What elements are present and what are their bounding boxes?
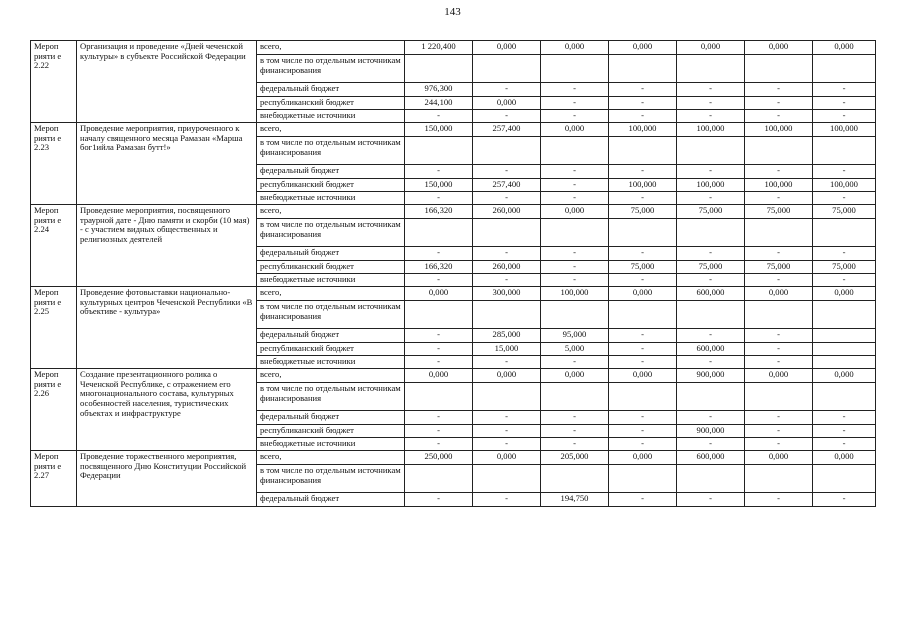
amount-cell: 75,000 <box>813 205 876 219</box>
amount-cell <box>609 219 677 247</box>
amount-cell: - <box>677 274 745 287</box>
amount-cell: - <box>609 438 677 451</box>
amount-cell: 0,000 <box>473 451 541 465</box>
amount-cell: - <box>541 179 609 192</box>
amount-cell <box>745 301 813 329</box>
amount-cell: 166,320 <box>405 205 473 219</box>
funding-source: федеральный бюджет <box>257 329 405 343</box>
amount-cell: - <box>745 493 813 507</box>
amount-cell: 0,000 <box>813 287 876 301</box>
amount-cell: 75,000 <box>677 205 745 219</box>
amount-cell: - <box>609 97 677 110</box>
amount-cell <box>609 383 677 411</box>
amount-cell: - <box>813 165 876 179</box>
amount-cell: 0,000 <box>609 41 677 55</box>
amount-cell: - <box>609 165 677 179</box>
funding-source: республиканский бюджет <box>257 179 405 192</box>
funding-source: республиканский бюджет <box>257 261 405 274</box>
funding-source: в том числе по отдельным источникам финансирования <box>257 465 405 493</box>
amount-cell: 0,000 <box>677 41 745 55</box>
funding-source: федеральный бюджет <box>257 165 405 179</box>
amount-cell: - <box>745 329 813 343</box>
funding-source: федеральный бюджет <box>257 247 405 261</box>
amount-cell: - <box>541 165 609 179</box>
amount-cell: 150,000 <box>405 179 473 192</box>
amount-cell <box>677 55 745 83</box>
amount-cell: 900,000 <box>677 425 745 438</box>
amount-cell: - <box>677 192 745 205</box>
event-name: Проведение торжественного мероприятия, посвященного Дню Конституции Российской Федерации <box>77 451 257 507</box>
event-code: Мероп рияти е 2.27 <box>31 451 77 507</box>
amount-cell: - <box>609 192 677 205</box>
amount-cell <box>677 219 745 247</box>
amount-cell: 0,000 <box>541 123 609 137</box>
funding-source: в том числе по отдельным источникам финансирования <box>257 55 405 83</box>
amount-cell: 1 220,400 <box>405 41 473 55</box>
amount-cell: - <box>405 356 473 369</box>
amount-cell: - <box>745 343 813 356</box>
amount-cell <box>609 465 677 493</box>
amount-cell: - <box>745 438 813 451</box>
amount-cell: - <box>405 425 473 438</box>
event-name: Проведение фотовыставки национально-культурных центров Чеченской Республики «В объективе - культура» <box>77 287 257 369</box>
amount-cell <box>745 383 813 411</box>
amount-cell <box>813 465 876 493</box>
funding-source: внебюджетные источники <box>257 110 405 123</box>
amount-cell: - <box>677 165 745 179</box>
amount-cell: - <box>405 329 473 343</box>
amount-cell: 0,000 <box>541 205 609 219</box>
event-code: Мероп рияти е 2.25 <box>31 287 77 369</box>
amount-cell: - <box>677 493 745 507</box>
amount-cell: 244,100 <box>405 97 473 110</box>
funding-source: всего, <box>257 205 405 219</box>
amount-cell: 600,000 <box>677 343 745 356</box>
amount-cell: 75,000 <box>813 261 876 274</box>
amount-cell: 257,400 <box>473 123 541 137</box>
amount-cell <box>813 219 876 247</box>
amount-cell: - <box>745 165 813 179</box>
amount-cell: - <box>813 192 876 205</box>
amount-cell: - <box>745 192 813 205</box>
amount-cell: - <box>405 411 473 425</box>
amount-cell: 0,000 <box>609 287 677 301</box>
funding-source: республиканский бюджет <box>257 425 405 438</box>
amount-cell <box>677 465 745 493</box>
funding-source: всего, <box>257 41 405 55</box>
amount-cell: 75,000 <box>745 261 813 274</box>
amount-cell <box>541 55 609 83</box>
amount-cell <box>473 383 541 411</box>
funding-source: федеральный бюджет <box>257 493 405 507</box>
amount-cell <box>745 219 813 247</box>
amount-cell: - <box>473 411 541 425</box>
amount-cell <box>745 55 813 83</box>
amount-cell <box>405 219 473 247</box>
funding-source: всего, <box>257 123 405 137</box>
amount-cell: 150,000 <box>405 123 473 137</box>
amount-cell <box>405 465 473 493</box>
amount-cell: 0,000 <box>609 451 677 465</box>
amount-cell <box>405 383 473 411</box>
amount-cell: - <box>745 274 813 287</box>
amount-cell: - <box>813 425 876 438</box>
event-name: Организация и проведение «Дней чеченской культуры» в субъекте Российской Федерации <box>77 41 257 123</box>
amount-cell: 100,000 <box>813 123 876 137</box>
amount-cell: - <box>473 165 541 179</box>
amount-cell <box>745 465 813 493</box>
amount-cell: 100,000 <box>813 179 876 192</box>
amount-cell: 300,000 <box>473 287 541 301</box>
amount-cell: - <box>541 247 609 261</box>
amount-cell: - <box>541 356 609 369</box>
amount-cell: - <box>405 165 473 179</box>
amount-cell: 75,000 <box>609 261 677 274</box>
funding-source: в том числе по отдельным источникам финансирования <box>257 219 405 247</box>
amount-cell <box>609 301 677 329</box>
amount-cell: 0,000 <box>473 41 541 55</box>
amount-cell: - <box>473 247 541 261</box>
amount-cell: 75,000 <box>745 205 813 219</box>
table-row <box>31 287 876 301</box>
amount-cell <box>541 137 609 165</box>
amount-cell: - <box>405 438 473 451</box>
amount-cell: 0,000 <box>405 287 473 301</box>
amount-cell: 0,000 <box>541 41 609 55</box>
amount-cell: 166,320 <box>405 261 473 274</box>
amount-cell: - <box>405 493 473 507</box>
funding-source: федеральный бюджет <box>257 83 405 97</box>
amount-cell: - <box>813 274 876 287</box>
funding-source: в том числе по отдельным источникам финансирования <box>257 301 405 329</box>
amount-cell: 0,000 <box>405 369 473 383</box>
funding-source: всего, <box>257 287 405 301</box>
amount-cell: - <box>745 97 813 110</box>
amount-cell <box>541 465 609 493</box>
amount-cell: - <box>745 356 813 369</box>
amount-cell: 194,750 <box>541 493 609 507</box>
amount-cell <box>541 301 609 329</box>
amount-cell: - <box>541 438 609 451</box>
amount-cell <box>813 55 876 83</box>
amount-cell: 0,000 <box>473 97 541 110</box>
amount-cell <box>541 383 609 411</box>
amount-cell: 0,000 <box>745 451 813 465</box>
amount-cell: - <box>745 411 813 425</box>
amount-cell: - <box>473 110 541 123</box>
amount-cell: 100,000 <box>745 179 813 192</box>
table-row <box>31 41 876 55</box>
amount-cell: - <box>677 329 745 343</box>
amount-cell: - <box>813 83 876 97</box>
amount-cell: - <box>405 343 473 356</box>
amount-cell: 0,000 <box>745 41 813 55</box>
amount-cell: - <box>813 110 876 123</box>
amount-cell: - <box>473 274 541 287</box>
table-row <box>31 205 876 219</box>
funding-source: внебюджетные источники <box>257 192 405 205</box>
amount-cell <box>405 55 473 83</box>
amount-cell: 75,000 <box>609 205 677 219</box>
amount-cell <box>813 356 876 369</box>
amount-cell: - <box>473 425 541 438</box>
amount-cell: 600,000 <box>677 451 745 465</box>
amount-cell: - <box>609 110 677 123</box>
funding-source: федеральный бюджет <box>257 411 405 425</box>
amount-cell: 100,000 <box>609 123 677 137</box>
amount-cell: - <box>541 192 609 205</box>
funding-source: внебюджетные источники <box>257 438 405 451</box>
budget-table <box>30 40 876 507</box>
amount-cell: - <box>813 247 876 261</box>
amount-cell: 15,000 <box>473 343 541 356</box>
amount-cell: 0,000 <box>813 41 876 55</box>
amount-cell <box>677 301 745 329</box>
page-number: 143 <box>444 6 461 18</box>
amount-cell: - <box>609 356 677 369</box>
amount-cell <box>473 55 541 83</box>
amount-cell <box>473 301 541 329</box>
amount-cell <box>473 219 541 247</box>
amount-cell: 100,000 <box>745 123 813 137</box>
amount-cell: 75,000 <box>677 261 745 274</box>
funding-source: в том числе по отдельным источникам финансирования <box>257 383 405 411</box>
funding-source: всего, <box>257 369 405 383</box>
event-code: Мероп рияти е 2.22 <box>31 41 77 123</box>
amount-cell <box>813 329 876 343</box>
amount-cell: - <box>541 97 609 110</box>
funding-source: республиканский бюджет <box>257 343 405 356</box>
amount-cell: - <box>473 192 541 205</box>
amount-cell: - <box>745 425 813 438</box>
amount-cell: - <box>745 110 813 123</box>
amount-cell: - <box>609 274 677 287</box>
amount-cell: 260,000 <box>473 261 541 274</box>
amount-cell <box>541 219 609 247</box>
amount-cell: - <box>473 493 541 507</box>
amount-cell: - <box>677 438 745 451</box>
amount-cell: - <box>609 493 677 507</box>
funding-source: всего, <box>257 451 405 465</box>
amount-cell: - <box>677 83 745 97</box>
amount-cell: 257,400 <box>473 179 541 192</box>
amount-cell: 0,000 <box>609 369 677 383</box>
amount-cell: - <box>541 110 609 123</box>
amount-cell: 5,000 <box>541 343 609 356</box>
amount-cell: 0,000 <box>813 451 876 465</box>
amount-cell: - <box>745 247 813 261</box>
amount-cell: 0,000 <box>813 369 876 383</box>
amount-cell: - <box>541 425 609 438</box>
funding-source: в том числе по отдельным источникам финансирования <box>257 137 405 165</box>
amount-cell: - <box>609 83 677 97</box>
amount-cell: - <box>609 343 677 356</box>
amount-cell <box>473 137 541 165</box>
funding-source: внебюджетные источники <box>257 274 405 287</box>
event-code: Мероп рияти е 2.23 <box>31 123 77 205</box>
event-name: Проведение мероприятия, посвященного траурной дате - Дню памяти и скорби (10 мая) - с участием видных общественных и религиозных деятелей <box>77 205 257 287</box>
amount-cell: - <box>677 110 745 123</box>
amount-cell <box>405 137 473 165</box>
amount-cell: - <box>541 83 609 97</box>
amount-cell: 100,000 <box>677 179 745 192</box>
amount-cell: - <box>405 192 473 205</box>
amount-cell: - <box>745 83 813 97</box>
amount-cell: 0,000 <box>541 369 609 383</box>
amount-cell <box>813 137 876 165</box>
amount-cell: 900,000 <box>677 369 745 383</box>
amount-cell: - <box>473 356 541 369</box>
event-name: Создание презентационного ролика о Чеченской Республике, с отражением его многонационального состава, культурных особенностей населения, туристических объектах и инфраструктуре <box>77 369 257 451</box>
table-row <box>31 123 876 137</box>
amount-cell: - <box>541 261 609 274</box>
amount-cell: 0,000 <box>473 369 541 383</box>
amount-cell: - <box>609 329 677 343</box>
amount-cell <box>813 301 876 329</box>
amount-cell: 250,000 <box>405 451 473 465</box>
amount-cell: - <box>609 411 677 425</box>
amount-cell <box>609 137 677 165</box>
amount-cell: - <box>473 438 541 451</box>
amount-cell: - <box>405 247 473 261</box>
amount-cell: - <box>473 83 541 97</box>
amount-cell <box>745 137 813 165</box>
amount-cell: - <box>677 97 745 110</box>
amount-cell <box>677 137 745 165</box>
amount-cell <box>473 465 541 493</box>
amount-cell: - <box>677 356 745 369</box>
amount-cell: 205,000 <box>541 451 609 465</box>
event-code: Мероп рияти е 2.26 <box>31 369 77 451</box>
amount-cell: - <box>813 411 876 425</box>
funding-source: республиканский бюджет <box>257 97 405 110</box>
amount-cell: - <box>405 110 473 123</box>
amount-cell: - <box>813 493 876 507</box>
amount-cell: 260,000 <box>473 205 541 219</box>
table-row <box>31 369 876 383</box>
amount-cell: - <box>609 425 677 438</box>
amount-cell: 0,000 <box>745 287 813 301</box>
amount-cell: 600,000 <box>677 287 745 301</box>
amount-cell: - <box>405 274 473 287</box>
amount-cell: 0,000 <box>745 369 813 383</box>
event-code: Мероп рияти е 2.24 <box>31 205 77 287</box>
amount-cell <box>405 301 473 329</box>
amount-cell: - <box>677 411 745 425</box>
amount-cell: - <box>609 247 677 261</box>
amount-cell: 95,000 <box>541 329 609 343</box>
table-row <box>31 451 876 465</box>
amount-cell <box>813 383 876 411</box>
amount-cell: - <box>813 97 876 110</box>
event-name: Проведение мероприятия, приуроченного к началу священного месяца Рамазан «Марша бог1ийла Рамазан бутт!» <box>77 123 257 205</box>
amount-cell: - <box>813 438 876 451</box>
amount-cell <box>677 383 745 411</box>
amount-cell: - <box>677 247 745 261</box>
amount-cell: 976,300 <box>405 83 473 97</box>
amount-cell: 100,000 <box>677 123 745 137</box>
amount-cell: 100,000 <box>609 179 677 192</box>
amount-cell: 285,000 <box>473 329 541 343</box>
amount-cell: - <box>541 411 609 425</box>
amount-cell <box>813 343 876 356</box>
amount-cell: - <box>541 274 609 287</box>
amount-cell: 100,000 <box>541 287 609 301</box>
amount-cell <box>609 55 677 83</box>
funding-source: внебюджетные источники <box>257 356 405 369</box>
